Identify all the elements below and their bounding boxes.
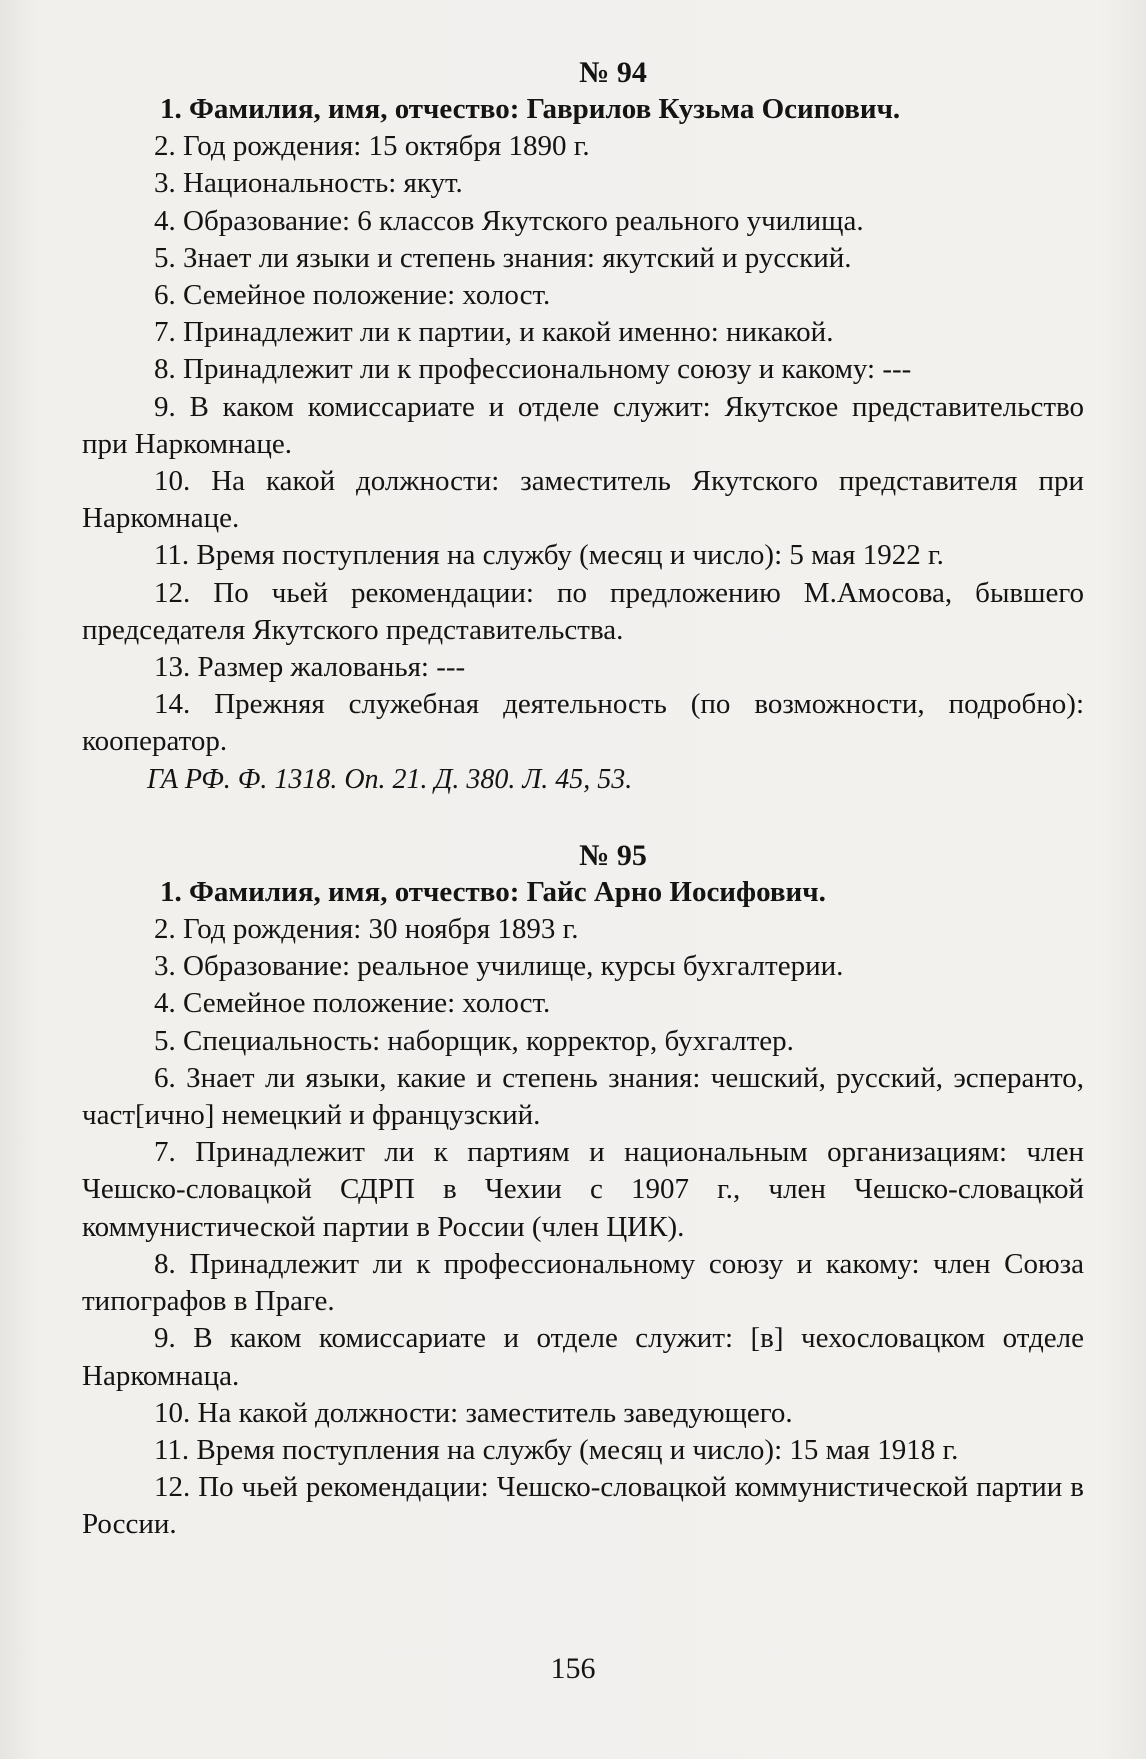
entry-94-source: ГА РФ. Ф. 1318. Оп. 21. Д. 380. Л. 45, 53. [147, 763, 633, 795]
entry-gap [82, 798, 1084, 838]
entry-94-line-10: 10. На какой должности: заместитель Якутского представителя при Наркомнаце. [82, 465, 1084, 535]
entry-95-line-6: 6. Знает ли языки, какие и степень знания: чешский, русский, эсперанто, част[ично] немецкий и французский. [82, 1061, 1084, 1132]
entry-94-line-13: 13. Размер жалованья: --- [154, 651, 466, 684]
entry-95-line-1: 1. Фамилия, имя, отчество: Гайс Арно Иосифович. [160, 875, 826, 908]
entry-94-line-3: 3. Национальность: якут. [154, 167, 463, 200]
entry-95-line-7: 7. Принадлежит ли к партиям и национальным организациям: член Чешско-словацкой СДРП в Чехии с 1907 г., член Чешско-словацкой коммунистической партии в России (член ЦИК). [82, 1136, 1084, 1243]
entry-95-line-10: 10. На какой должности: заместитель заведующего. [154, 1396, 793, 1429]
entry-95-line-8: 8. Принадлежит ли к профессиональному союзу и какому: член Союза типографов в Праге. [82, 1247, 1084, 1318]
entry-95-line-4: 4. Семейное положение: холост. [154, 987, 551, 1020]
entry-94-line-9: 9. В каком комиссариате и отделе служит: Якутское представительство при Наркомнаце. [82, 390, 1084, 460]
entry-94-line-8: 8. Принадлежит ли к профессиональному союзу и какому: --- [154, 353, 912, 386]
entry-95-line-9: 9. В каком комиссариате и отделе служит: [в] чехословацком отделе Наркомнаца. [82, 1322, 1084, 1392]
entry-94-line-6: 6. Семейное положение: холост. [154, 279, 551, 312]
entry-94-line-5: 5. Знает ли языки и степень знания: якутский и русский. [154, 241, 852, 274]
entry-95-line-5: 5. Специальность: наборщик, корректор, бухгалтер. [154, 1024, 794, 1057]
entry-94-title: № 94 [579, 56, 647, 89]
entry-94-line-11: 11. Время поступления на службу (месяц и число): 5 мая 1922 г. [154, 539, 944, 572]
page-text [82, 55, 1084, 1544]
entry-95-line-12: 12. По чьей рекомендации: Чешско-словацкой коммунистической партии в России. [82, 1471, 1084, 1541]
entry-95-title: № 95 [579, 838, 647, 872]
entry-94-line-12: 12. По чьей рекомендации: по предложению М.Амосова, бывшего председателя Якутского представительства. [82, 576, 1084, 646]
page-number: 156 [550, 1652, 596, 1685]
entry-95-line-2: 2. Год рождения: 30 ноября 1893 г. [154, 913, 579, 946]
entry-94-line-2: 2. Год рождения: 15 октября 1890 г. [154, 130, 590, 163]
entry-95-line-3: 3. Образование: реальное училище, курсы бухгалтерии. [154, 950, 844, 983]
entry-94-line-4: 4. Образование: 6 классов Якутского реального училища. [154, 204, 864, 237]
entry-95-line-11: 11. Время поступления на службу (месяц и число): 15 мая 1918 г. [154, 1433, 959, 1466]
entry-94-line-7: 7. Принадлежит ли к партии, и какой именно: никакой. [154, 316, 834, 349]
entry-94-line-1: 1. Фамилия, имя, отчество: Гаврилов Кузьма Осипович. [160, 93, 901, 125]
entry-94-line-14: 14. Прежняя служебная деятельность (по возможности, подробно): кооператор. [82, 688, 1084, 758]
